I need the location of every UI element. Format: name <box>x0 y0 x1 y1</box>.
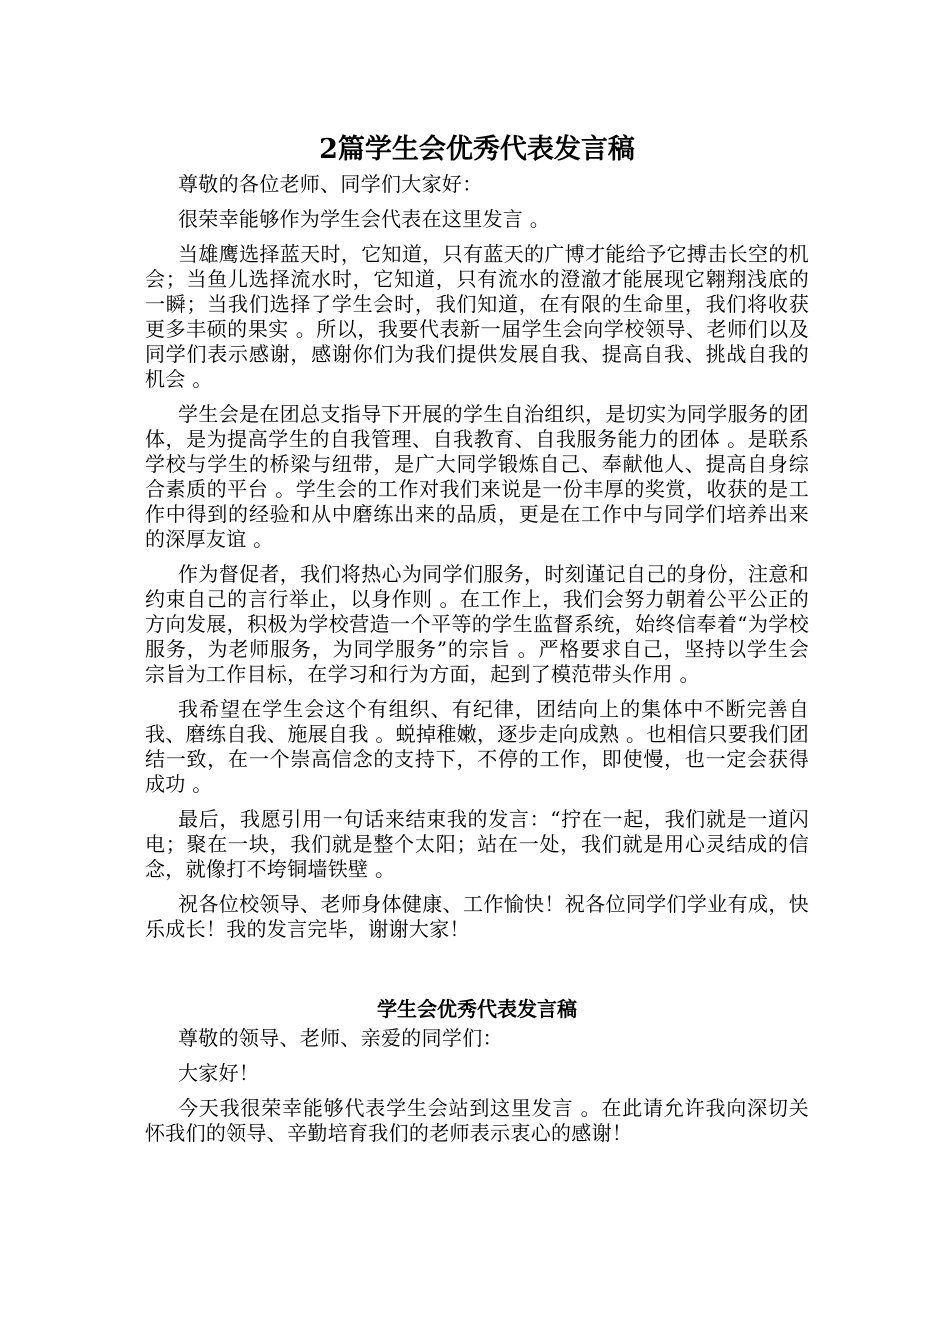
document-title: 2篇学生会优秀代表发言稿 <box>319 134 635 165</box>
speech2-title: 学生会优秀代表发言稿 <box>377 997 577 1021</box>
speech1-paragraph: 作为督促者，我们将热心为同学们服务，时刻谨记自己的身份，注意和约束自己的言行举止，以身作则 。在工作上，我们会努力朝着公平公正的方向发展，积极为学校营造一个平等的学生监督系统，始终信奉着“为学校服务，为老师服务，为同学服务”的宗旨 。严格要求自己，坚持以学生会宗旨为工作目标，在学习和行为方面，起到了模范带头作用 。 <box>145 562 809 686</box>
speech2-paragraph: 今天我很荣幸能够代表学生会站到这里发言 。在此请允许我向深切关怀我们的领导、辛勤培育我们的老师表示衷心的感谢！ <box>145 1096 809 1145</box>
speech1-paragraph: 我希望在学生会这个有组织、有纪律，团结向上的集体中不断完善自我、磨练自我、施展自我 。蜕掉稚嫩，逐步走向成熟 。也相信只要我们团结一致，在一个崇高信念的支持下，不停的工作，即使慢，也一定会获得成功 。 <box>145 697 809 796</box>
document-body <box>145 132 809 1146</box>
speech1-paragraph: 很荣幸能够作为学生会代表在这里发言 。 <box>178 207 551 231</box>
speech2-paragraph: 大家好！ <box>178 1061 260 1085</box>
speech1-paragraph: 最后，我愿引用一句话来结束我的发言：“拧在一起，我们就是一道闪电；聚在一块，我们就是整个太阳；站在一处，我们就是用心灵结成的信念，就像打不垮铜墙铁壁 。 <box>145 807 809 881</box>
speech2-paragraph: 尊敬的领导、老师、亲爱的同学们： <box>178 1026 503 1050</box>
speech1-paragraph: 祝各位校领导、老师身体健康、工作愉快！祝各位同学们学业有成，快乐成长！我的发言完毕，谢谢大家！ <box>145 892 809 941</box>
speech1-paragraph: 尊敬的各位老师、同学们大家好： <box>178 172 483 196</box>
speech1-paragraph: 学生会是在团总支指导下开展的学生自治组织，是切实为同学服务的团体，是为提高学生的自我管理、自我教育、自我服务能力的团体 。是联系学校与学生的桥梁与纽带，是广大同学锻炼自己、奉献他人、提高自身综合素质的平台 。学生会的工作对我们来说是一份丰厚的奖赏，收获的是工作中得到的经验和从中磨练出来的品质，更是在工作中与同学们培养出来的深厚友谊 。 <box>145 402 809 551</box>
speech1-paragraph: 当雄鹰选择蓝天时，它知道，只有蓝天的广博才能给予它搏击长空的机会；当鱼儿选择流水时，它知道，只有流水的澄澈才能展现它翱翔浅底的一瞬；当我们选择了学生会时，我们知道，在有限的生命里，我们将收获更多丰硕的果实 。所以，我要代表新一届学生会向学校领导、老师们以及同学们表示感谢，感谢你们为我们提供发展自我、提高自我、挑战自我的机会 。 <box>145 242 809 391</box>
